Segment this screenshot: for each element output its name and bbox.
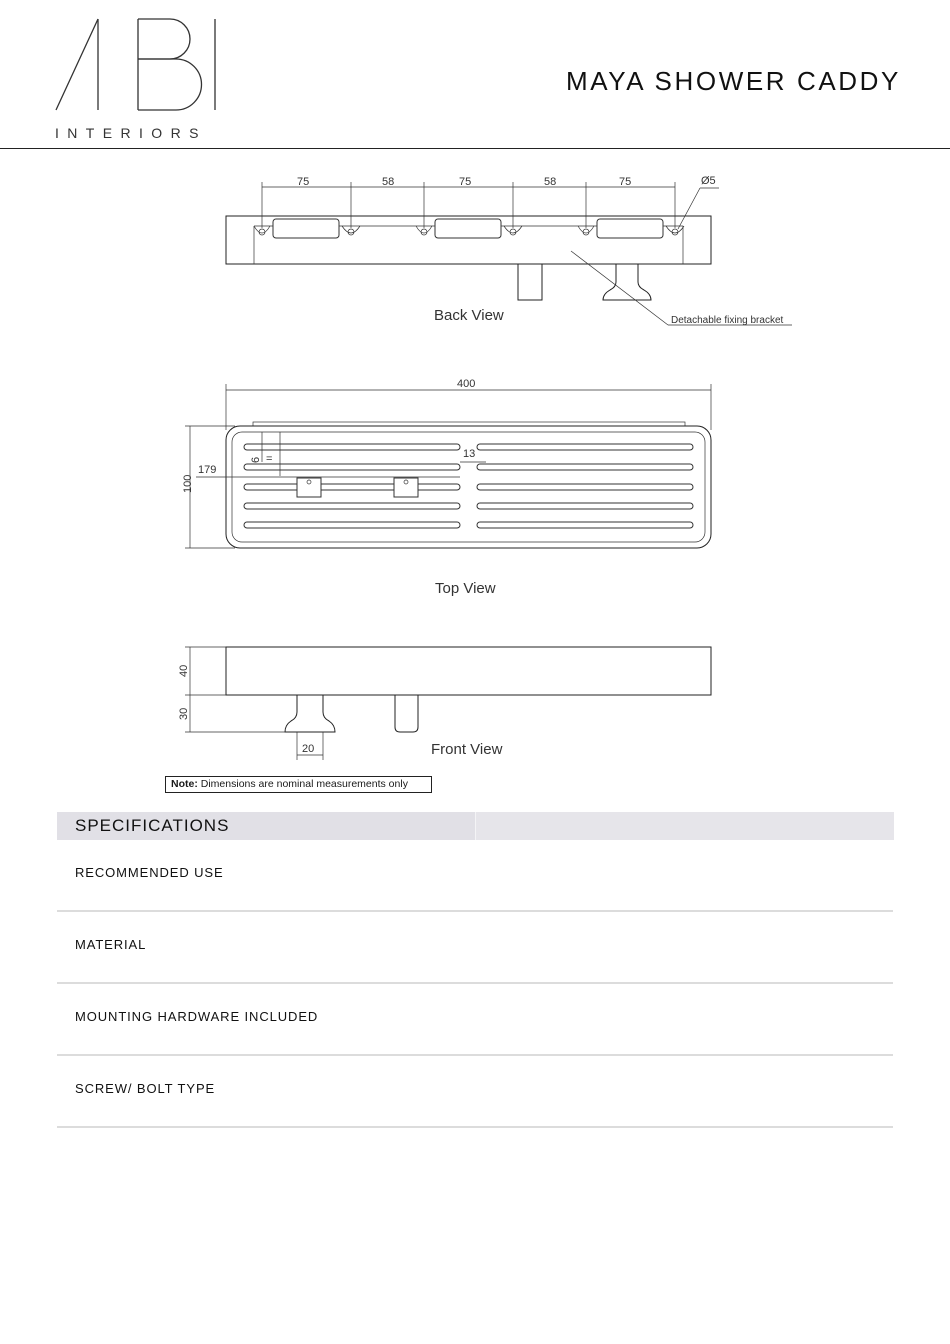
spec-row-mounting-hardware [57, 984, 893, 1056]
specifications-header [57, 812, 893, 840]
back-view [226, 175, 792, 326]
dim-hole-diameter: Ø5 [701, 175, 716, 187]
dim-width: 400 [457, 378, 476, 390]
spec-label: MATERIAL [75, 937, 147, 952]
spec-row-material [57, 912, 893, 984]
spec-label: RECOMMENDED USE [75, 865, 224, 880]
specifications-header-value-cell [475, 812, 894, 840]
dimensions-note [165, 776, 432, 793]
front-view [178, 647, 711, 760]
product-title: MAYA SHOWER CADDY [565, 66, 901, 96]
top-view-label: Top View [435, 580, 496, 597]
dim-slot-width: 6 [250, 456, 262, 463]
spec-label: SCREW/ BOLT TYPE [75, 1081, 216, 1096]
top-view [182, 378, 711, 597]
spec-label: MOUNTING HARDWARE INCLUDED [75, 1009, 319, 1024]
dim-depth: 100 [182, 474, 194, 493]
dim-58-b: 58 [544, 176, 557, 188]
dim-bracket-height: 30 [178, 707, 190, 720]
callout-bracket: Detachable fixing bracket [671, 315, 784, 326]
dim-75-b: 75 [459, 176, 472, 188]
spec-row-recommended-use [57, 840, 893, 912]
dim-75-a: 75 [297, 176, 310, 188]
brand-subtitle: INTERIORS [55, 125, 207, 141]
front-view-label: Front View [431, 741, 503, 758]
spec-row-screw-bolt-type [57, 1056, 893, 1128]
dim-58-a: 58 [382, 176, 395, 188]
dim-bracket-width: 20 [302, 743, 315, 755]
back-view-label: Back View [434, 307, 504, 324]
dim-slot-gap: 13 [463, 448, 476, 460]
dim-slot-length: 179 [198, 464, 217, 476]
dim-height: 40 [178, 664, 190, 677]
note-text: Dimensions are nominal measurements only [200, 778, 408, 790]
specifications-title: SPECIFICATIONS [75, 816, 230, 835]
dim-75-c: 75 [619, 176, 632, 188]
note-label: Note: [171, 778, 198, 790]
equal-mark: = [266, 453, 273, 465]
